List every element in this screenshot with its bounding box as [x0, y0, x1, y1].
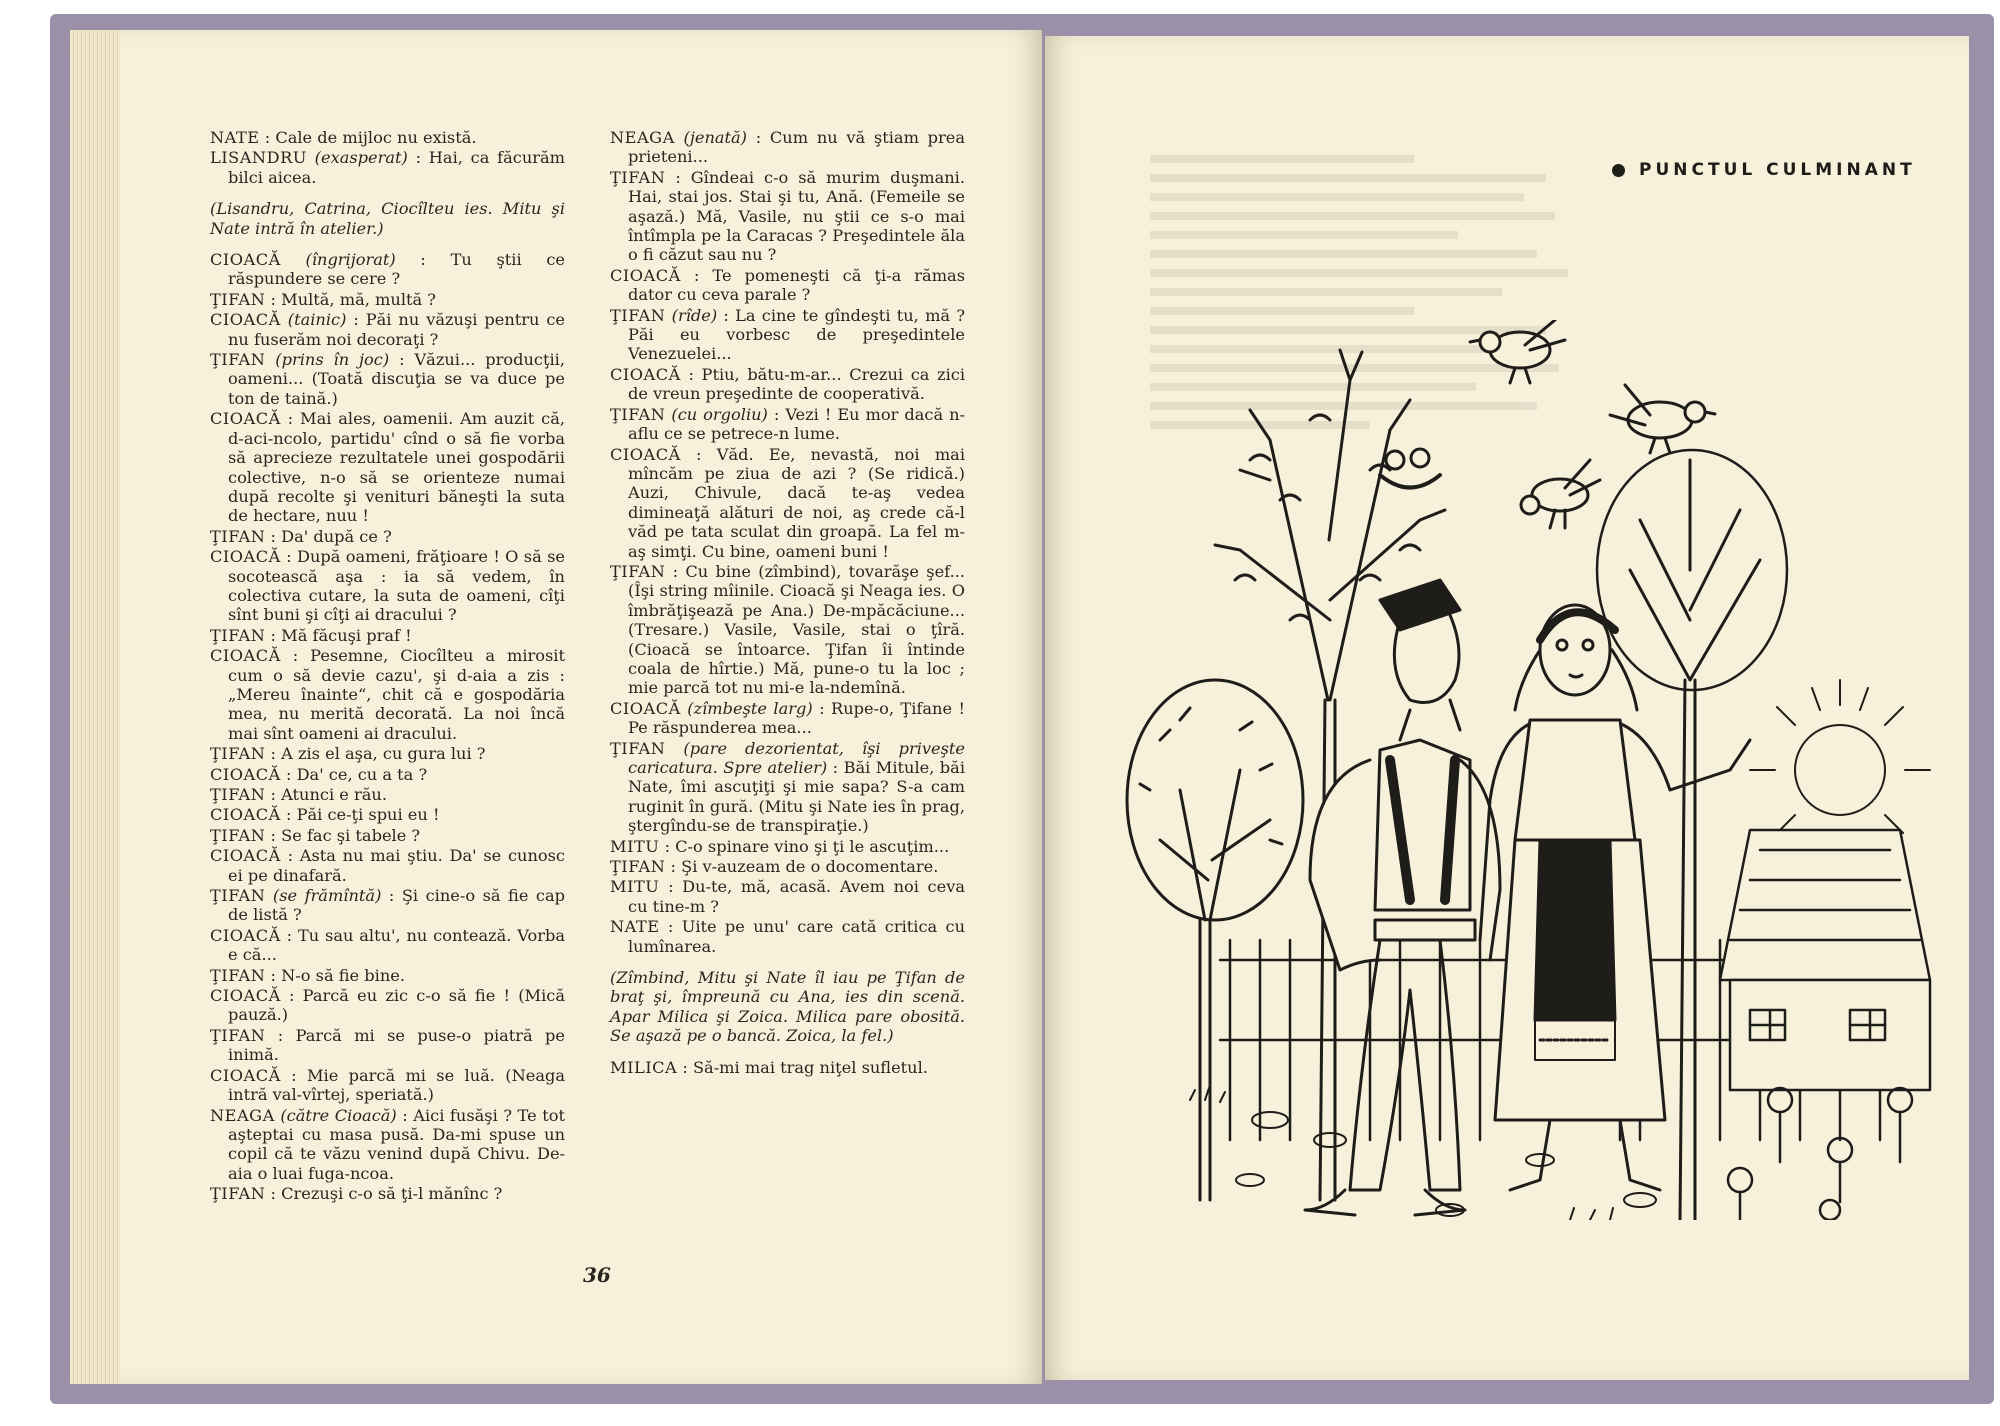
dialogue-text: Crezuşi c-o să ţi-l mănînc ? — [281, 1184, 503, 1204]
dialogue-text: Cale de mijloc nu există. — [275, 128, 477, 147]
dialogue-text: Vezi ! Eu mor dacă n-aflu ce se petrece-n lume. — [628, 404, 966, 444]
dialogue-line: CIOACĂ (zîmbeşte larg) : Rupe-o, Ţifane ! Pe răspunderea mea... — [610, 698, 965, 738]
dialogue-line: NATE : Cale de mijloc nu există. — [210, 128, 477, 147]
dialogue-text: Hai, ca făcurăm bilci aicea. — [228, 148, 565, 187]
dialogue-text: Cu bine (zîmbind), tovarăşe şef... (Îşi string mîinile. Cioacă şi Neaga ies. O îmbrăţişează pe Ana.) De-mpăcăciune... (Tresare.) Vasile, Vasile, stai o ţîră. (Cioacă se întoarce. Ţifan îi întinde coala de hîrtie.) Mă, pune-o tu la loc ; mie parcă tot nu mi-e la-ndemînă. — [628, 561, 966, 698]
speaker-note: (tainic) — [287, 310, 347, 330]
dialogue-line: ŢIFAN (cu orgoliu) : Vezi ! Eu mor dacă n-aflu ce se petrece-n lume. — [610, 404, 966, 444]
dialogue-line: MITU : Du-te, mă, acasă. Avem noi ceva cu tine-m ? — [610, 877, 965, 916]
speaker-name: ŢIFAN — [210, 625, 266, 645]
speaker-name: ŢIFAN — [210, 785, 266, 804]
dialogue-line: CIOACĂ : După oameni, frăţioare ! O să se socotească aşa : ia să vedem, în colectiva cutare, la suta de oameni, cîţi sînt buni şi cîţi ai dracului ? — [210, 547, 566, 625]
dialogue-line: ŢIFAN : Parcă mi se puse-o piatră pe inimă. — [210, 1025, 565, 1065]
flowers — [1728, 1088, 1912, 1220]
dialogue-line: ŢIFAN : Multă, mă, multă ? — [210, 289, 436, 309]
speaker-name: ŢIFAN — [210, 825, 266, 845]
dialogue-line: ŢIFAN (rîde) : La cine te gîndeşti tu, mă ? Păi eu vorbesc de preşedintele Venezuelei... — [610, 305, 966, 364]
dialogue-line: MILICA : Să-mi mai trag niţel sufletul. — [610, 1057, 928, 1077]
dialogue-text: Tu sau altu', nu contează. Vorba e că... — [228, 925, 565, 965]
speaker-note: (cu orgoliu) — [671, 404, 768, 424]
speaker-name: ŢIFAN — [210, 1025, 266, 1045]
dialogue-text: N-o să fie bine. — [281, 965, 405, 985]
dialogue-line: NEAGA (jenată) : Cum nu vă ştiam prea prieteni... — [610, 128, 965, 167]
speaker-note: (rîde) — [671, 305, 718, 325]
speaker-name: CIOACĂ — [210, 764, 281, 784]
dialogue-text: Tu ştii ce răspundere se cere ? — [228, 250, 565, 289]
speaker-note: (îngrijorat) — [305, 250, 396, 270]
speaker-name: ŢIFAN — [610, 404, 666, 424]
dialogue-text: Te pomeneşti că ţi-a rămas dator cu ceva parale ? — [628, 265, 966, 305]
speaker-name: CIOACĂ — [210, 846, 281, 866]
speaker-note: (zîmbeşte larg) — [687, 698, 813, 718]
tree-left — [1127, 680, 1303, 1200]
stage-direction — [210, 199, 565, 238]
stage-direction-text: (Zîmbind, Mitu şi Nate îl iau pe Ţifan de braţ şi, împreună cu Ana, ies din scenă. Apar Milica şi Zoica. Milica pare obosită. Se aşază pe o bancă. Zoica, la fel.) — [610, 968, 965, 1046]
dialogue-text: La cine te gîndeşti tu, mă ? Păi eu vorbesc de preşedintele Venezuelei... — [628, 305, 966, 364]
speaker-name: NATE — [210, 128, 260, 147]
speaker-name: CIOACĂ — [610, 444, 681, 464]
dialogue-text: Şi v-auzeam de o docomentare. — [681, 857, 939, 877]
illustration-couple-village — [1120, 320, 1940, 1220]
dialogue-line: LISANDRU (exasperat) : Hai, ca făcurăm bilci aicea. — [210, 148, 565, 187]
dialogue-line: ŢIFAN : Atunci e rău. — [210, 785, 387, 804]
dialogue-text: A zis el aşa, cu gura lui ? — [281, 744, 486, 764]
dialogue-text: Cum nu vă ştiam prea prieteni... — [628, 128, 965, 167]
dialogue-line: ŢIFAN : N-o să fie bine. — [210, 965, 405, 985]
dialogue-line: ŢIFAN : Gîndeai c-o să murim duşmani. Hai, stai jos. Stai şi tu, Ană. (Femeile se aşază.) Mă, Vasile, nu ştii ce s-o mai întîmpla pe la Caracas ? Preşedintele ăla o fi căzut sau nu ? — [610, 167, 965, 265]
speaker-name: LISANDRU — [210, 148, 307, 168]
dialogue-line: ŢIFAN : Da' după ce ? — [210, 526, 392, 546]
speaker-name: NEAGA — [610, 128, 675, 147]
dialogue-line: CIOACĂ : Pesemne, Ciocîlteu a mirosit cum o să devie cazu', şi d-aia a zis : „Mereu înainte“, chit că e gospodăria mea, nu merită decorată. La noi încă mai sînt oameni ai dracului. — [210, 646, 565, 743]
woman-figure — [1480, 605, 1750, 1190]
speaker-name: ŢIFAN — [210, 744, 266, 764]
speaker-name: CIOACĂ — [610, 364, 681, 384]
dialogue-text: Pesemne, Ciocîlteu a mirosit cum o să devie cazu', şi d-aia a zis : „Mereu înainte“, chit că e gospodăria mea, nu merită decorată. La noi încă mai sînt oameni ai dracului. — [228, 646, 565, 743]
dialogue-text: Să-mi mai trag niţel sufletul. — [692, 1057, 928, 1077]
dialogue-text: Asta nu mai ştiu. Da' se cunosc ei pe dinafară. — [228, 846, 565, 885]
dialogue-line: ŢIFAN : A zis el aşa, cu gura lui ? — [210, 744, 486, 764]
dialogue-text: C-o spinare vino şi ţi le ascuţim... — [675, 836, 950, 856]
speaker-name: CIOACĂ — [210, 547, 281, 567]
dialogue-text: Păi ce-ţi spui eu ! — [296, 805, 440, 825]
dialogue-text: Du-te, mă, acasă. Avem noi ceva cu tine-m ? — [628, 877, 965, 916]
dialogue-text: Rupe-o, Ţifane ! Pe răspunderea mea... — [628, 698, 965, 738]
bird-1 — [1470, 320, 1565, 383]
dialogue-line: CIOACĂ : Mie parcă mi se luă. (Neaga intră val-vîrtej, speriată.) — [210, 1065, 565, 1105]
dialogue-line: CIOACĂ : Păi ce-ţi spui eu ! — [210, 805, 440, 825]
bullet-icon — [1612, 164, 1625, 177]
page-edges — [70, 30, 120, 1384]
speaker-name: ŢIFAN — [610, 305, 666, 325]
speaker-note: (jenată) — [683, 128, 747, 147]
dialogue-text: După oameni, frăţioare ! O să se socotească aşa : ia să vedem, în colectiva cutare, la suta de oameni, cîţi sînt buni şi cîţi ai dracului ? — [228, 547, 566, 625]
dialogue-line: CIOACĂ : Mai ales, oamenii. Am auzit că, d-aci-ncolo, partidu' cînd o să fie vorba să aprecieze rezultatele unei gospodării colective, n-o să se orienteze numai după recolte şi venituri băneşti la suta de hectare, nuu ! — [210, 409, 565, 526]
dialogue-text: Ptiu, bătu-m-ar... Crezui ca zici de vreun preşedinte de cooperativă. — [628, 364, 965, 404]
dialogue-text: Gîndeai c-o să murim duşmani. Hai, stai jos. Stai şi tu, Ană. (Femeile se aşază.) Mă, Vasile, nu ştii ce s-o mai întîmpla pe la Caracas ? Preşedintele ăla o fi căzut sau nu ? — [628, 167, 965, 265]
speaker-name: NEAGA — [210, 1105, 275, 1125]
speaker-name: CIOACĂ — [210, 646, 281, 666]
speaker-name: ŢIFAN — [610, 561, 666, 581]
house — [1720, 830, 1930, 1090]
chapter-heading-text: PUNCTUL CULMINANT — [1639, 160, 1916, 180]
speaker-name: CIOACĂ — [610, 698, 681, 718]
dialogue-text: Da' după ce ? — [281, 526, 392, 546]
dialogue-line: NATE : Uite pe unu' care cată critica cu lumînarea. — [610, 917, 965, 956]
right-text-column — [610, 128, 965, 1078]
speaker-name: MILICA — [610, 1057, 678, 1077]
speaker-name: ŢIFAN — [610, 857, 666, 877]
page-number: 36 — [583, 1263, 611, 1287]
dialogue-text: Şi cine-o să fie cap de listă ? — [228, 886, 565, 925]
speaker-note: (către Cioacă) — [280, 1105, 397, 1125]
dialogue-text: Văzui... producţii, oameni... (Toată discuţia se va duce pe ton de taină.) — [228, 350, 566, 408]
dialogue-line: MITU : C-o spinare vino şi ţi le ascuţim... — [610, 836, 950, 856]
dialogue-text: Multă, mă, multă ? — [281, 289, 436, 309]
dialogue-text: Mie parcă mi se luă. (Neaga intră val-vîrtej, speriată.) — [228, 1065, 565, 1105]
speaker-name: CIOACĂ — [210, 805, 281, 825]
dialogue-line: CIOACĂ : Parcă eu zic c-o să fie ! (Mică pauză.) — [210, 986, 565, 1025]
dialogue-line: CIOACĂ : Da' ce, cu a ta ? — [210, 764, 428, 784]
dialogue-line: ŢIFAN : Se fac şi tabele ? — [210, 825, 421, 845]
stage-direction-text: (Lisandru, Catrina, Ciocîlteu ies. Mitu şi Nate intră în atelier.) — [210, 199, 565, 238]
dialogue-text: Păi nu văzuşi pentru ce nu fuserăm noi decoraţi ? — [228, 310, 566, 349]
dialogue-line: CIOACĂ (îngrijorat) : Tu ştii ce răspundere se cere ? — [210, 250, 565, 289]
speaker-name: CIOACĂ — [210, 409, 281, 429]
speaker-name: ŢIFAN — [210, 965, 266, 985]
speaker-name: MITU — [610, 836, 660, 856]
dialogue-line: ŢIFAN : Şi v-auzeam de o docomentare. — [610, 857, 939, 877]
dialogue-text: Da' ce, cu a ta ? — [296, 764, 428, 784]
dialogue-text: Uite pe unu' care cată critica cu lumînarea. — [628, 917, 965, 956]
speaker-name: ŢIFAN — [210, 1184, 266, 1204]
bird-3 — [1521, 460, 1600, 528]
dialogue-line: ŢIFAN (se frămîntă) : Şi cine-o să fie cap de listă ? — [210, 886, 565, 925]
speaker-name: ŢIFAN — [210, 289, 266, 309]
dialogue-text: Băi Mitule, băi Nate, îmi ascuţiţi şi mie sapa? S-a cam ruginit în gură. (Mitu şi Nate ies în prag, ştergîndu-se de transpiraţie.) — [628, 758, 965, 836]
dialogue-line: ŢIFAN (prins în joc) : Văzui... producţii, oameni... (Toată discuţia se va duce pe ton de taină.) — [210, 350, 566, 408]
dialogue-text: Mă făcuşi praf ! — [281, 625, 412, 645]
dialogue-text: Parcă eu zic c-o să fie ! (Mică pauză.) — [228, 986, 565, 1025]
speaker-note: (exasperat) — [314, 148, 408, 168]
dialogue-line: CIOACĂ : Ptiu, bătu-m-ar... Crezui ca zici de vreun preşedinte de cooperativă. — [610, 364, 965, 404]
speaker-name: ŢIFAN — [210, 886, 266, 906]
chapter-heading — [1612, 160, 1916, 180]
speaker-name: CIOACĂ — [210, 250, 281, 270]
dialogue-line: NEAGA (către Cioacă) : Aici fusăşi ? Te tot aşteptai cu masa pusă. Da-mi spuse un copil că te văzu venind după Chivu. De-aia o luai fuga-ncoa. — [210, 1105, 565, 1183]
speaker-name: CIOACĂ — [210, 925, 281, 945]
dialogue-line: CIOACĂ : Te pomeneşti că ţi-a rămas dator cu ceva parale ? — [610, 265, 966, 305]
speaker-name: ŢIFAN — [610, 167, 666, 187]
dialogue-line: ŢIFAN : Mă făcuşi praf ! — [210, 625, 412, 645]
speaker-name: CIOACĂ — [210, 1065, 281, 1085]
dialogue-text: Atunci e rău. — [281, 785, 387, 804]
speaker-name: ŢIFAN — [210, 526, 266, 546]
speaker-name: NATE — [610, 917, 660, 937]
dialogue-line: CIOACĂ (tainic) : Păi nu văzuşi pentru ce nu fuserăm noi decoraţi ? — [210, 310, 566, 349]
stones — [1236, 1112, 1656, 1216]
left-text-column — [210, 128, 565, 1205]
speaker-name: CIOACĂ — [210, 986, 281, 1006]
dialogue-text: Văd. Ee, nevastă, noi mai mîncăm pe ziua de azi ? (Se ridică.) Auzi, Chivule, dacă te-aş vedea dimineaţă alături de noi, aş crede că-l văd pe tata sculat din groapă. La fel m-aş simţi. Cu bine, oameni buni ! — [628, 444, 965, 561]
speaker-note: (pare dezorientat, îşi priveşte caricatura. Spre atelier) — [628, 738, 965, 777]
dialogue-line: ŢIFAN : Crezuşi c-o să ţi-l mănînc ? — [210, 1184, 503, 1204]
dialogue-line: CIOACĂ : Tu sau altu', nu contează. Vorba e că... — [210, 925, 565, 965]
bird-2 — [1610, 385, 1715, 453]
dialogue-line: CIOACĂ : Văd. Ee, nevastă, noi mai mîncăm pe ziua de azi ? (Se ridică.) Auzi, Chivule, dacă te-aş vedea dimineaţă alături de noi, aş crede că-l văd pe tata sculat din groapă. La fel m-aş simţi. Cu bine, oameni buni ! — [610, 444, 965, 561]
dialogue-text: Se fac şi tabele ? — [281, 825, 421, 845]
speaker-name: MITU — [610, 877, 660, 897]
dialogue-line: CIOACĂ : Asta nu mai ştiu. Da' se cunosc ei pe dinafară. — [210, 846, 565, 885]
speaker-name: CIOACĂ — [210, 310, 281, 330]
speaker-name: CIOACĂ — [610, 265, 681, 285]
stage-direction — [610, 968, 965, 1046]
dialogue-text: Mai ales, oamenii. Am auzit că, d-aci-ncolo, partidu' cînd o să fie vorba să aprecieze rezultatele unei gospodării colective, n-o să se orienteze numai după recolte şi venituri băneşti la suta de hectare, nuu ! — [228, 409, 565, 526]
speaker-name: ŢIFAN — [610, 738, 666, 758]
dialogue-line: ŢIFAN (pare dezorientat, îşi priveşte caricatura. Spre atelier) : Băi Mitule, băi Nate, îmi ascuţiţi şi mie sapa? S-a cam ruginit în gură. (Mitu şi Nate ies în prag, ştergîndu-se de transpiraţie.) — [610, 738, 965, 836]
speaker-note: (prins în joc) — [275, 350, 390, 370]
dialogue-text: Parcă mi se puse-o piatră pe inimă. — [228, 1025, 565, 1065]
speaker-name: ŢIFAN — [210, 350, 266, 370]
speaker-note: (se frămîntă) — [272, 886, 382, 906]
dialogue-line: ŢIFAN : Cu bine (zîmbind), tovarăşe şef... (Îşi string mîinile. Cioacă şi Neaga ies. O îmbrăţişează pe Ana.) De-mpăcăciune... (Tresare.) Vasile, Vasile, stai o ţîră. (Cioacă se întoarce. Ţifan îi întinde coala de hîrtie.) Mă, pune-o tu la loc ; mie parcă tot nu mi-e la-ndemînă. — [610, 561, 966, 698]
dialogue-text: Aici fusăşi ? Te tot aşteptai cu masa pusă. Da-mi spuse un copil că te văzu venind după Chivu. De-aia o luai fuga-ncoa. — [228, 1105, 565, 1183]
